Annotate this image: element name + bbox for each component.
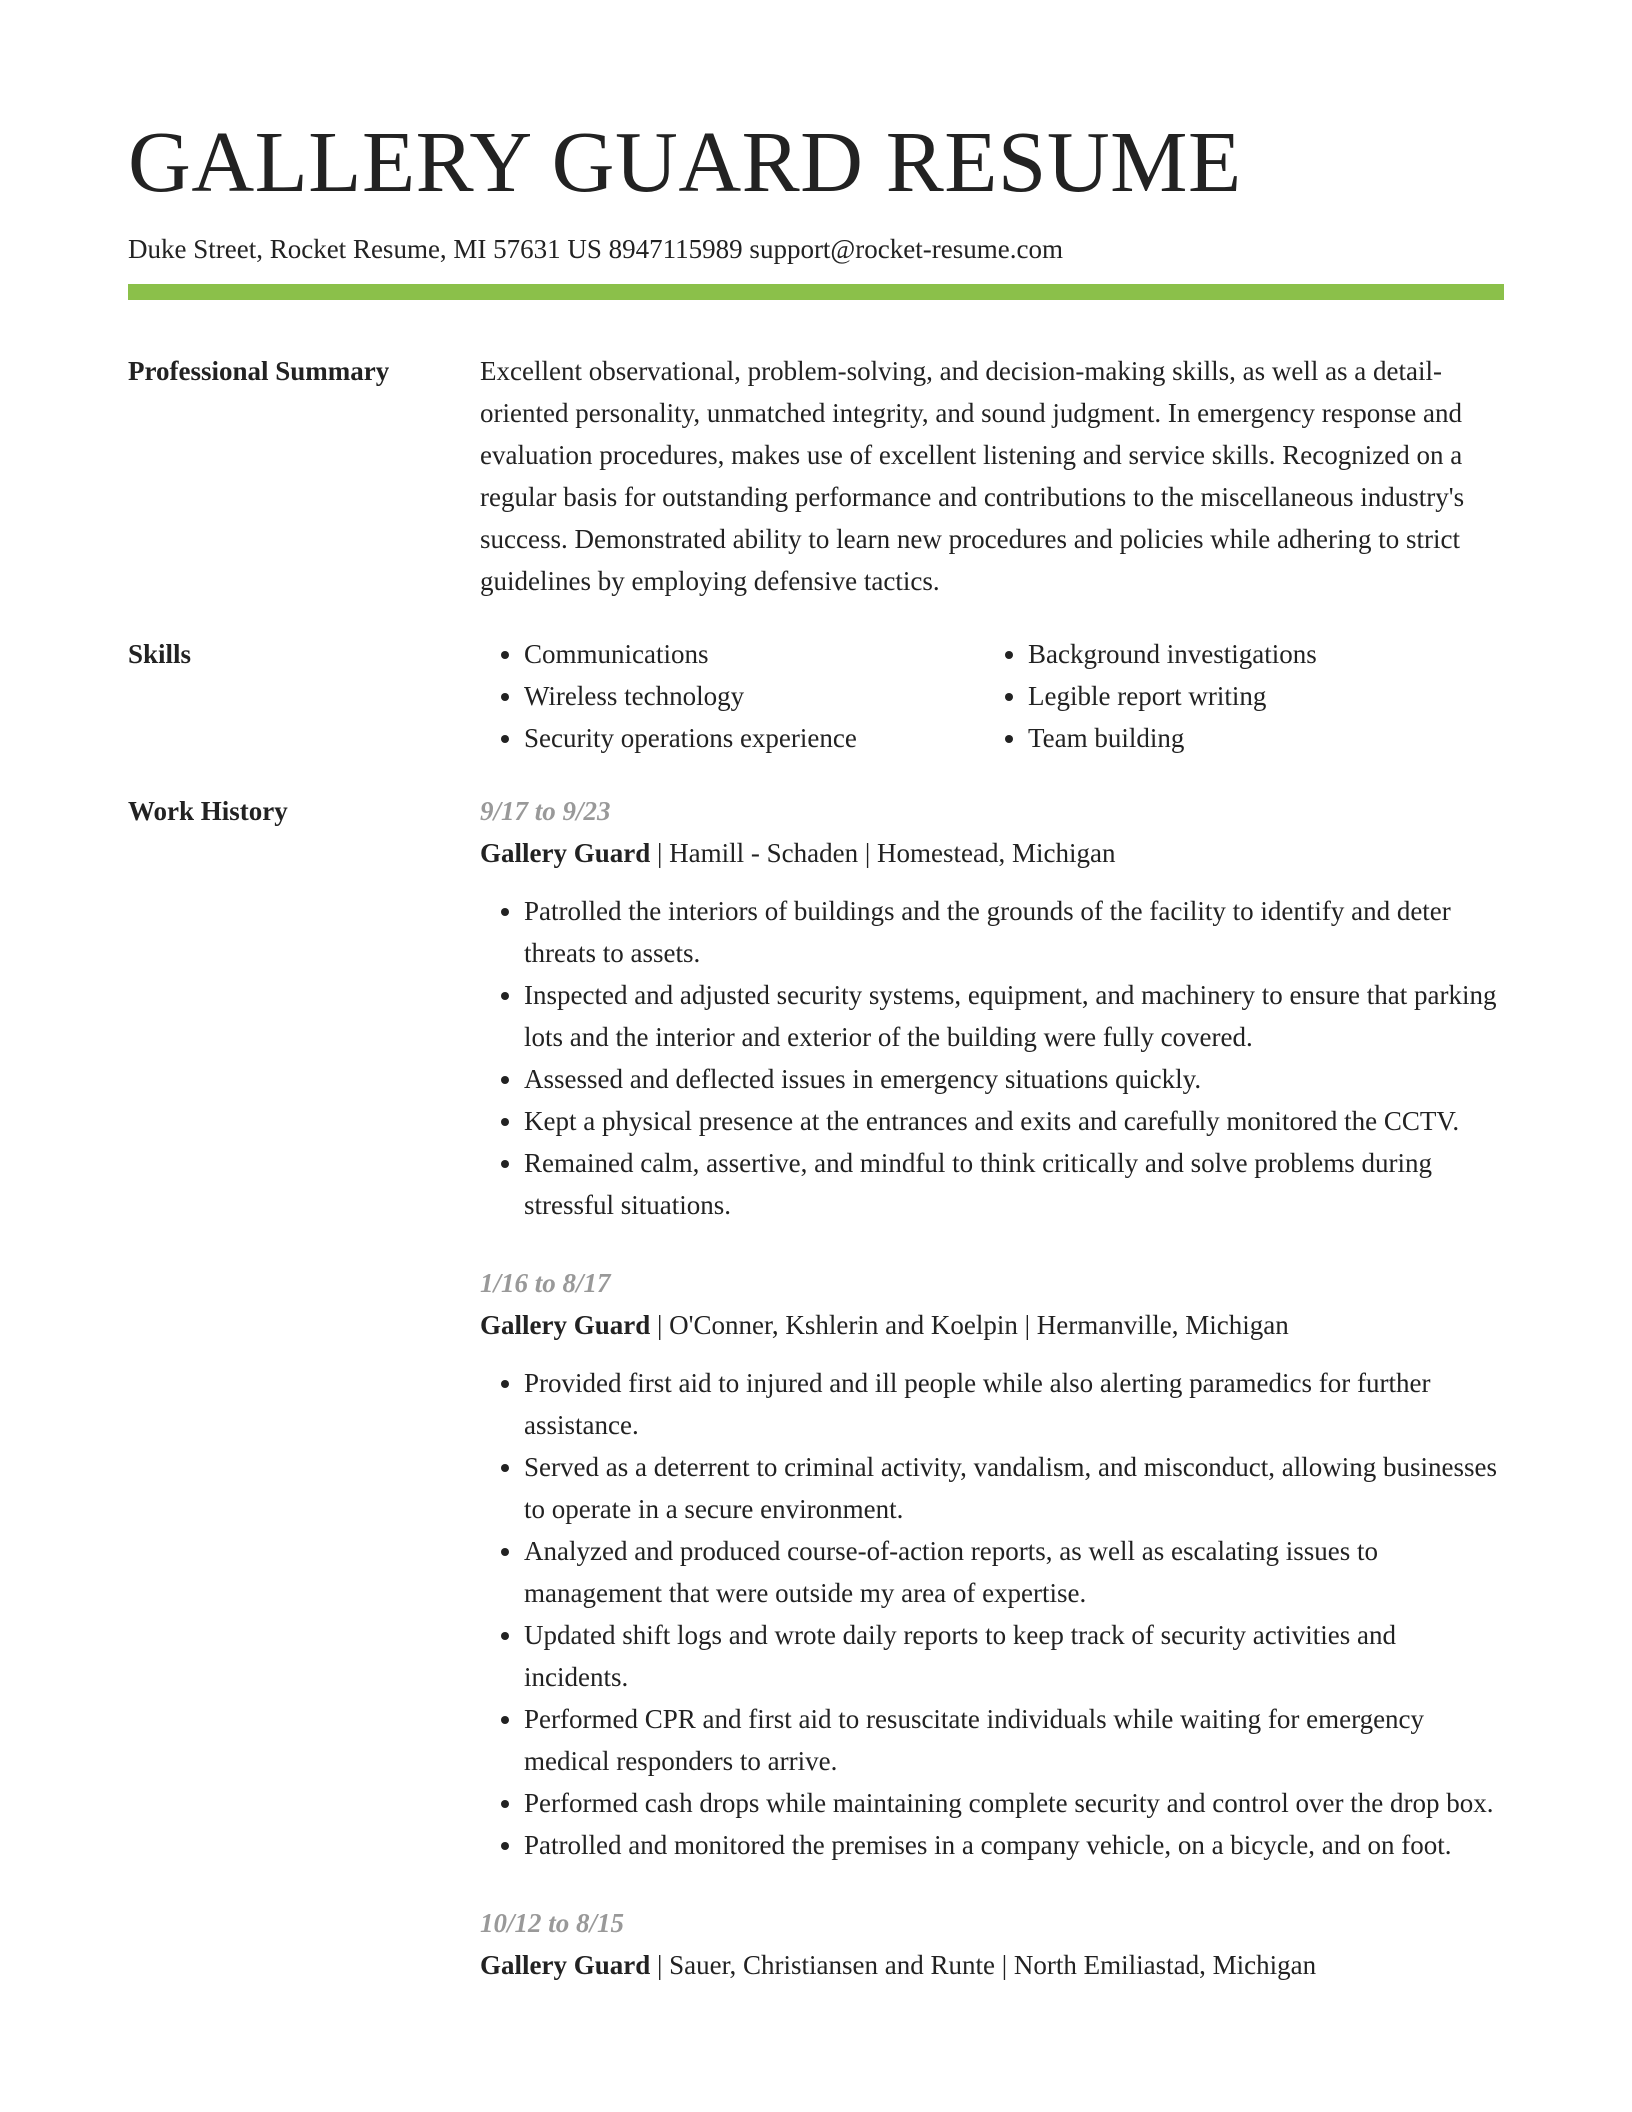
- job-bullet-list: [480, 1362, 1504, 1866]
- section-label-skills: Skills: [128, 639, 192, 670]
- header-divider: [128, 284, 1504, 300]
- job-bullet: • Patrolled the interiors of buildings and the grounds of the facility to identify and deter threats to assets.: [524, 890, 1504, 974]
- job-details: | O'Conner, Kshlerin and Koelpin | Hermanville, Michigan: [650, 1310, 1289, 1341]
- contact-info: Duke Street, Rocket Resume, MI 57631 US 8947115989 support@rocket-resume.com: [128, 234, 1063, 264]
- skills-list-right: [984, 633, 1504, 759]
- job-entry: [480, 1902, 1504, 1986]
- skill-item: • Background investigations: [1028, 633, 1504, 675]
- resume-title: GALLERY GUARD RESUME: [128, 113, 1242, 210]
- job-bullet: • Assessed and deflected issues in emergency situations quickly.: [524, 1058, 1504, 1100]
- resume-page: [128, 113, 1504, 1986]
- job-heading: [480, 832, 1504, 874]
- job-bullet: • Updated shift logs and wrote daily reports to keep track of security activities and incidents.: [524, 1614, 1504, 1698]
- job-bullet: • Kept a physical presence at the entrances and exits and carefully monitored the CCTV.: [524, 1100, 1504, 1142]
- job-entry: [480, 1262, 1504, 1866]
- job-details: | Sauer, Christiansen and Runte | North Emiliastad, Michigan: [650, 1950, 1317, 1981]
- job-bullet: • Performed CPR and first aid to resuscitate individuals while waiting for emergency medical responders to arrive.: [524, 1698, 1504, 1782]
- section-label-summary: Professional Summary: [128, 356, 390, 387]
- job-bullet: • Inspected and adjusted security systems, equipment, and machinery to ensure that parking lots and the interior and exterior of the building were fully covered.: [524, 974, 1504, 1058]
- skills-grid: [480, 633, 1504, 759]
- work-history-list: [480, 790, 1504, 1986]
- job-bullet: • Performed cash drops while maintaining complete security and control over the drop box.: [524, 1782, 1504, 1824]
- job-dates: 1/16 to 8/17: [480, 1268, 611, 1299]
- job-bullet: • Patrolled and monitored the premises in a company vehicle, on a bicycle, and on foot.: [524, 1824, 1504, 1866]
- professional-summary-section: [128, 350, 1504, 602]
- work-history-section: [128, 790, 1504, 1986]
- job-bullet: • Remained calm, assertive, and mindful to think critically and solve problems during stressful situations.: [524, 1142, 1504, 1226]
- job-bullet-list: [480, 890, 1504, 1226]
- job-heading: [480, 1944, 1504, 1986]
- job-details: | Hamill - Schaden | Homestead, Michigan: [650, 838, 1116, 869]
- job-dates: 10/12 to 8/15: [480, 1908, 625, 1939]
- job-title: Gallery Guard: [480, 1950, 651, 1981]
- skill-item: • Team building: [1028, 717, 1504, 759]
- skill-item: • Wireless technology: [524, 675, 984, 717]
- job-title: Gallery Guard: [480, 1310, 651, 1341]
- job-bullet: • Analyzed and produced course-of-action reports, as well as escalating issues to management that were outside my area of expertise.: [524, 1530, 1504, 1614]
- job-title: Gallery Guard: [480, 838, 651, 869]
- skills-section: [128, 633, 1504, 759]
- section-label-work: Work History: [128, 796, 288, 827]
- skills-list-left: [480, 633, 984, 759]
- skill-item: • Security operations experience: [524, 717, 984, 759]
- summary-text: Excellent observational, problem-solving, and decision-making skills, as well as a detail-oriented personality, unmatched integrity, and sound judgment. In emergency response and evaluation procedures, makes use of excellent listening and service skills. Recognized on a regular basis for outstanding performance and contributions to the miscellaneous industry's success. Demonstrated ability to learn new procedures and policies while adhering to strict guidelines by employing defensive tactics.: [480, 356, 1465, 597]
- job-entry: [480, 790, 1504, 1226]
- skill-item: • Communications: [524, 633, 984, 675]
- job-bullet: • Provided first aid to injured and ill people while also alerting paramedics for further assistance.: [524, 1362, 1504, 1446]
- job-heading: [480, 1304, 1504, 1346]
- skill-item: • Legible report writing: [1028, 675, 1504, 717]
- job-bullet: • Served as a deterrent to criminal activity, vandalism, and misconduct, allowing businesses to operate in a secure environment.: [524, 1446, 1504, 1530]
- job-dates: 9/17 to 9/23: [480, 796, 611, 827]
